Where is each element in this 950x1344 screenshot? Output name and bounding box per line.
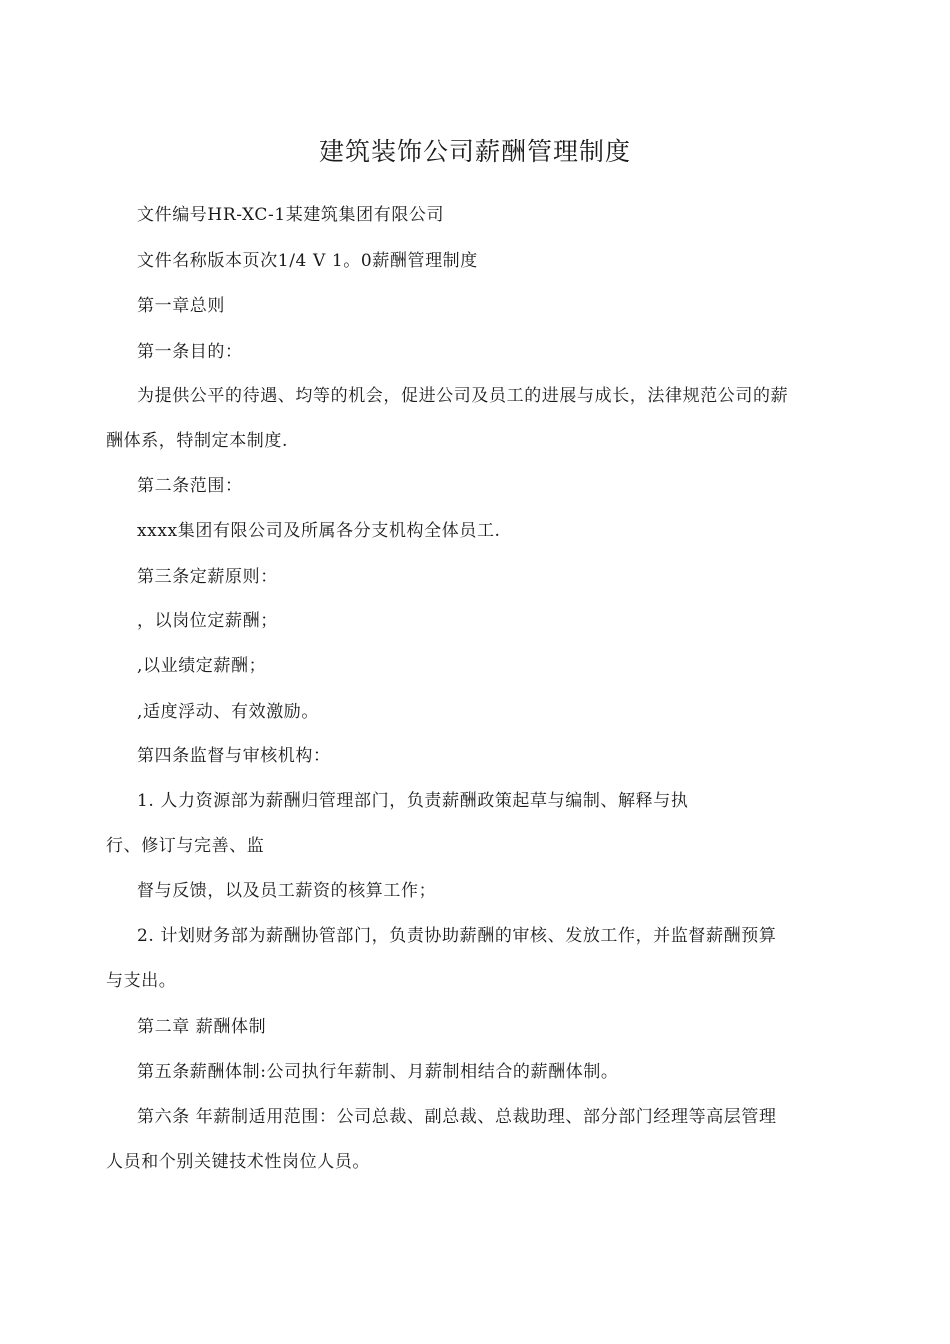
article-4-item-2-b: 与支出。 — [106, 971, 177, 991]
principle-item-1: ，以岗位定薪酬； — [137, 611, 278, 631]
article-5-text: 第五条薪酬体制:公司执行年薪制、月薪制相结合的薪酬体制。 — [137, 1062, 619, 1082]
file-name-line: 文件名称版本页次1/4 V 1。0薪酬管理制度 — [137, 251, 478, 271]
article-6-text-2: 人员和个别关键技术性岗位人员。 — [106, 1152, 370, 1172]
article-3-heading: 第三条定薪原则： — [137, 567, 278, 587]
article-2-heading: 第二条范围： — [137, 476, 243, 496]
article-1-heading: 第一条目的： — [137, 342, 243, 362]
chapter-2-heading: 第二章 薪酬体制 — [137, 1017, 267, 1037]
file-number-line: 文件编号HR-XC-1某建筑集团有限公司 — [137, 205, 445, 225]
principle-item-3: ,适度浮动、有效激励。 — [137, 702, 320, 722]
article-6-text-1: 第六条 年薪制适用范围：公司总裁、副总裁、总裁助理、部分部门经理等高层管理 — [137, 1107, 777, 1127]
article-2-text: xxxx集团有限公司及所属各分支机构全体员工. — [137, 521, 501, 541]
article-4-item-1-a: 1. 人力资源部为薪酬归管理部门，负责薪酬政策起草与编制、解释与执 — [137, 791, 689, 811]
article-4-item-2-a: 2. 计划财务部为薪酬协管部门，负责协助薪酬的审核、发放工作，并监督薪酬预算 — [137, 926, 777, 946]
article-1-text-1: 为提供公平的待遇、均等的机会，促进公司及员工的进展与成长，法律规范公司的薪 — [137, 386, 789, 406]
chapter-1-heading: 第一章总则 — [137, 296, 225, 316]
article-4-heading: 第四条监督与审核机构： — [137, 746, 331, 766]
article-4-item-1-b: 行、修订与完善、监 — [106, 836, 265, 856]
article-4-item-1-c: 督与反馈，以及员工薪资的核算工作； — [137, 881, 437, 901]
document-title: 建筑装饰公司薪酬管理制度 — [318, 137, 631, 166]
article-1-text-2: 酬体系，特制定本制度. — [106, 431, 289, 451]
principle-item-2: ,以业绩定薪酬； — [137, 656, 267, 676]
